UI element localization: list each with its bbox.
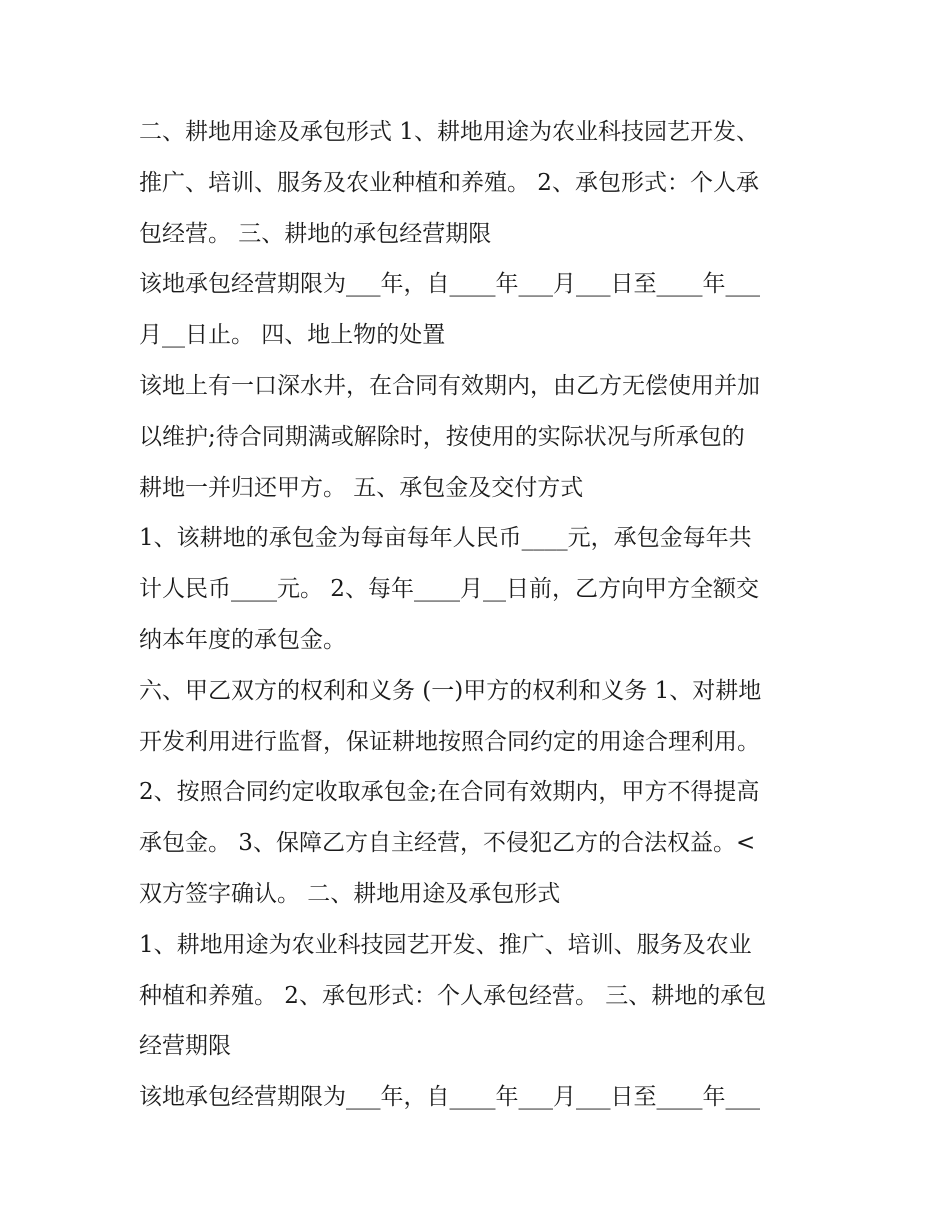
text-line-4: 该地承包经营期限为___年，自____年___月___日至____年___ [139,271,760,298]
text-line-8: 耕地一并归还甲方。 五、承包金及交付方式 [139,474,584,501]
text-line-12: 六、甲乙双方的权利和义务 (一)甲方的权利和义务 1、对耕地 [139,677,762,704]
text-line-7: 以维护;待合同期满或解除时，按使用的实际状况与所承包的 [139,423,745,450]
text-line-17: 1、耕地用途为农业科技园艺开发、推广、培训、服务及农业 [139,931,752,958]
text-line-2: 推广、培训、服务及农业种植和养殖。 2、承包形式：个人承 [139,169,759,196]
text-line-13: 开发利用进行监督，保证耕地按照合同约定的用途合理利用。 [139,728,760,755]
contract-text [139,107,819,1123]
text-line-3: 包经营。 三、耕地的承包经营期限 [139,220,492,247]
text-line-18: 种植和养殖。 2、承包形式：个人承包经营。 三、耕地的承包 [139,982,767,1009]
text-line-14: 2、按照合同约定收取承包金;在合同有效期内，甲方不得提高 [139,779,760,806]
text-line-10: 计人民币____元。 2、每年____月__日前，乙方向甲方全额交 [139,576,759,603]
text-line-6: 该地上有一口深水井，在合同有效期内，由乙方无偿使用并加 [139,372,760,399]
text-line-11: 纳本年度的承包金。 [139,626,346,653]
text-line-20: 该地承包经营期限为___年，自____年___月___日至____年___ [139,1084,760,1111]
text-line-16: 双方签字确认。 二、耕地用途及承包形式 [139,880,561,907]
text-line-5: 月__日止。 四、地上物的处置 [139,322,446,349]
text-line-9: 1、该耕地的承包金为每亩每年人民币____元，承包金每年共 [139,525,752,552]
text-line-1: 二、耕地用途及承包形式 1、耕地用途为农业科技园艺开发、 [139,119,759,145]
text-line-15: 承包金。 3、保障乙方自主经营，不侵犯乙方的合法权益。< [139,830,756,857]
text-line-19: 经营期限 [139,1033,231,1060]
